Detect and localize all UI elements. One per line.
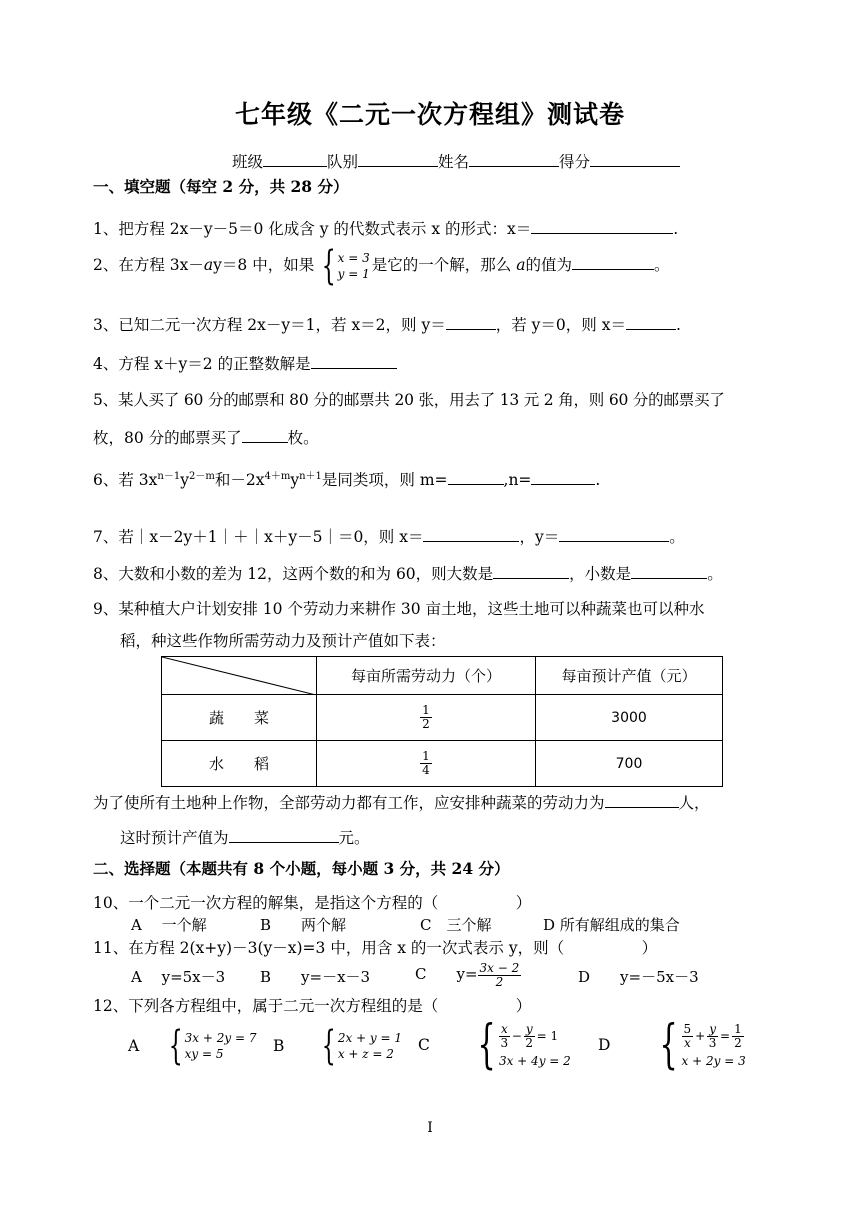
equation-system: { x = 3 y = 1 (321, 243, 370, 289)
labor-cell (317, 695, 536, 741)
question-9-line-2: 稻，种这些作物所需劳动力及预计产值如下表： (120, 632, 446, 650)
question-5-line-2: 枚，80 分的邮票买了 枚。 (93, 429, 319, 447)
diagonal-header-cell (162, 657, 317, 695)
team-label: 队别 (327, 153, 359, 171)
answer-blank[interactable] (572, 255, 654, 270)
name-label: 姓名 (438, 153, 470, 171)
answer-blank[interactable] (229, 828, 339, 843)
q11-option-a[interactable]: A y=5x－3 (131, 968, 226, 986)
crop-name: 蔬 菜 (162, 695, 317, 741)
fraction: $\frac{1}{2}$ (422, 703, 430, 731)
section-2-heading: 二、选择题（本题共有 8 个小题，每小题 3 分，共 24 分） (93, 859, 510, 878)
table-row (162, 741, 723, 787)
question-1: 1、把方程 2x－y－5＝0 化成含 y 的代数式表示 x 的形式：x＝ . (93, 220, 679, 238)
answer-blank[interactable] (423, 527, 519, 542)
question-5-line-1: 5、某人买了 60 分的邮票和 80 分的邮票共 20 张，用去了 13 元 2 角，则 60 分的邮票买了 (93, 391, 725, 409)
answer-blank[interactable] (311, 354, 397, 369)
question-9-part-2-line-2: 这时预计产值为 元。 (120, 829, 370, 847)
value-cell: 3000 (536, 695, 723, 741)
answer-blank[interactable] (531, 470, 595, 485)
answer-blank[interactable] (493, 564, 569, 579)
q11-option-d[interactable]: D y=－5x－3 (578, 968, 699, 986)
answer-blank[interactable] (448, 470, 504, 485)
q11-option-c[interactable]: C y= $\frac{3x - 2}{2}$ (415, 960, 520, 989)
answer-blank[interactable] (605, 793, 679, 808)
class-label: 班级 (232, 153, 264, 171)
score-label: 得分 (559, 153, 591, 171)
q12-option-c[interactable]: C { $\frac{x}{3}$ − $\frac{y}{2}$ = 1 3x + 4y = 2 (418, 1015, 571, 1075)
question-6: 6、若 $3x^{n-1}y^{2-m}$和$-2x^{4+m}y^{n+1}$是同类项，则 m= ,n= . (93, 471, 601, 490)
question-4: 4、方程 x＋y＝2 的正整数解是 (93, 352, 397, 374)
q12-option-b[interactable]: B { 2x + y = 1 x + z = 2 (273, 1023, 403, 1069)
table-header-value: 每亩预计产值（元） (536, 657, 723, 695)
diagonal-line (162, 657, 316, 695)
question-3: 3、已知二元一次方程 2x－y＝1，若 x＝2，则 y＝ ，若 y＝0，则 x＝ . (93, 316, 681, 334)
q10-option-d[interactable]: D 所有解组成的集合 (543, 916, 680, 934)
answer-blank[interactable] (242, 428, 288, 443)
table-row (162, 695, 723, 741)
question-12: 12、下列各方程组中，属于二元一次方程组的是（ ） (93, 997, 532, 1015)
fraction: $\frac{1}{4}$ (422, 749, 430, 777)
question-8: 8、大数和小数的差为 12，这两个数的和为 60，则大数是 ，小数是 。 (93, 565, 723, 583)
student-info-line (232, 150, 680, 172)
value-cell: 700 (536, 741, 723, 787)
q10-option-a[interactable]: A 一个解 (131, 916, 207, 934)
question-9-line-1: 9、某种植大户计划安排 10 个劳动力来耕作 30 亩土地，这些土地可以种蔬菜也可以种水 (93, 600, 705, 618)
fraction: $\frac{3x - 2}{2}$ (479, 960, 520, 989)
q10-option-b[interactable]: B 两个解 (260, 916, 347, 934)
answer-blank[interactable] (446, 315, 496, 330)
answer-blank[interactable] (531, 219, 673, 234)
q11-option-b[interactable]: B y=－x－3 (260, 968, 371, 986)
question-2: 2、在方程 3x－ay＝8 中，如果 { x = 3 y = 1 是它的一个解，那么 a的值为 。 (93, 243, 670, 289)
question-9-part-2-line-1: 为了使所有土地种上作物，全部劳动力都有工作，应安排种蔬菜的劳动力为 人， (93, 794, 710, 812)
question-11: 11、在方程 2(x+y)－3(y－x)=3 中，用含 x 的一次式表示 y，则（ ） (93, 939, 658, 957)
q12-option-d[interactable]: D { $\frac{5}{x}$ + $\frac{y}{3}$ = $\frac{1}{2}$ x + 2y = 3 (598, 1015, 746, 1075)
q12-option-a[interactable]: A { 3x + 2y = 7 xy = 5 (128, 1023, 257, 1069)
question-10: 10、一个二元一次方程的解集，是指这个方程的（ ） (93, 894, 532, 912)
answer-blank[interactable] (626, 315, 676, 330)
labor-cell (317, 741, 536, 787)
q10-option-c[interactable]: C 三个解 (420, 916, 492, 934)
question-7: 7、若｜x－2y＋1｜＋｜x＋y－5｜＝0，则 x＝ ，y＝ 。 (93, 528, 685, 546)
crop-table (161, 656, 723, 787)
crop-name: 水 稻 (162, 741, 317, 787)
table-header-labor: 每亩所需劳动力（个） (317, 657, 536, 695)
answer-blank[interactable] (559, 527, 669, 542)
page-title: 七年级《二元一次方程组》测试卷 (234, 100, 625, 129)
name-blank[interactable] (469, 152, 559, 167)
page-number: I (427, 1120, 433, 1136)
class-blank[interactable] (263, 152, 327, 167)
score-blank[interactable] (590, 152, 680, 167)
section-1-heading: 一、填空题（每空 2 分，共 28 分） (93, 177, 349, 196)
answer-blank[interactable] (631, 564, 707, 579)
team-blank[interactable] (358, 152, 438, 167)
